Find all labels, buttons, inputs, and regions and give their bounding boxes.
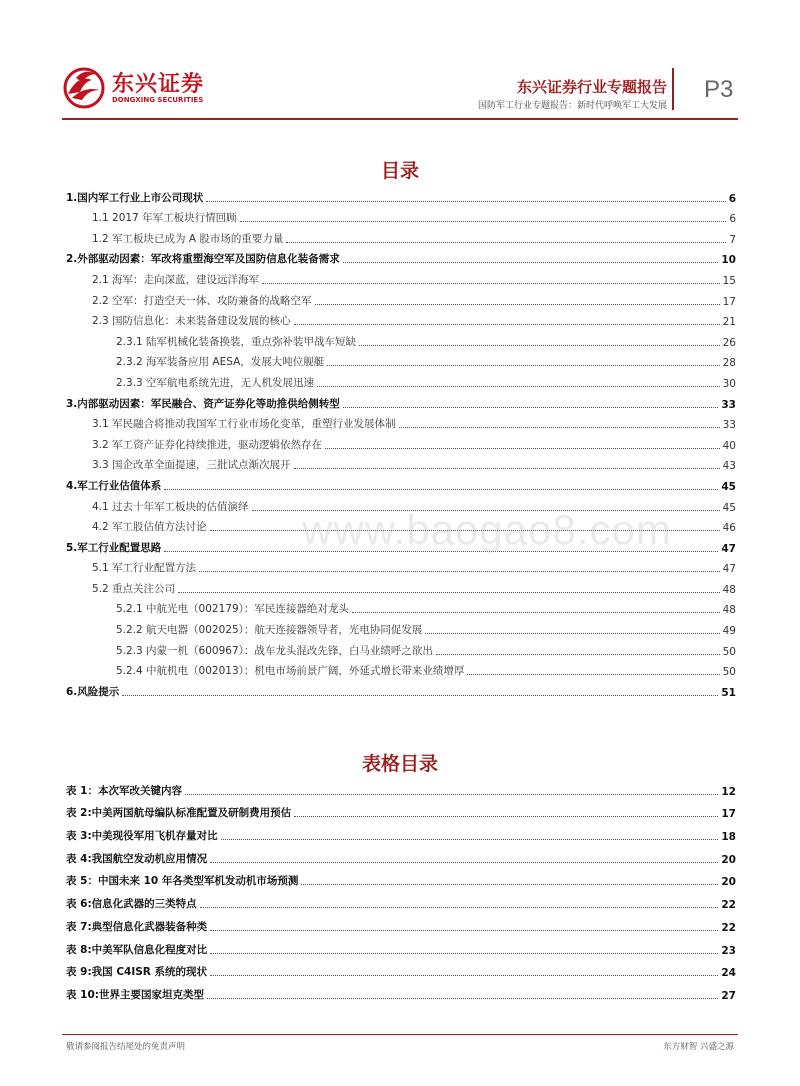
toc-entry-page: 43 xyxy=(722,460,736,473)
toc-entry[interactable] xyxy=(66,454,736,475)
toc-leader-dots xyxy=(294,467,720,469)
toc-entry[interactable] xyxy=(66,577,736,598)
toc-entry-page: 20 xyxy=(721,876,736,889)
toc-entry-page: 17 xyxy=(722,295,736,308)
toc-entry[interactable] xyxy=(66,868,736,891)
watermark: www.baogao8.com xyxy=(302,506,672,553)
toc-entry[interactable] xyxy=(66,413,736,434)
toc-entry-label: 5.军工行业配置思路 xyxy=(66,541,162,554)
toc-entry-label: 表 9:我国 C4ISR 系统的现状 xyxy=(66,966,208,979)
toc-leader-dots xyxy=(352,611,720,613)
toc-leader-dots xyxy=(425,632,719,634)
toc-entry-page: 40 xyxy=(722,439,736,452)
toc-leader-dots xyxy=(436,653,720,655)
toc-entry-label: 表 7:典型信息化武器装备种类 xyxy=(66,920,208,933)
toc-entry-page: 22 xyxy=(721,921,736,934)
company-logo xyxy=(62,64,212,110)
toc-leader-dots xyxy=(210,952,718,954)
report-subtitle: 国防军工行业专题报告：新时代呼唤军工大发展 xyxy=(477,101,667,111)
footer-disclaimer: 敬请参阅报告结尾处的免责声明 xyxy=(66,1042,186,1052)
toc-entry-page: 24 xyxy=(721,967,736,980)
toc-leader-dots xyxy=(343,261,719,263)
toc-entry-label: 5.2.2 航天电器（002025）：航天连接器领导者，光电协同促发展 xyxy=(116,624,423,637)
toc-entry-label: 表 8:中美军队信息化程度对比 xyxy=(66,943,208,956)
footer-slogan: 东方财智 兴盛之源 xyxy=(663,1042,734,1052)
toc-entry-label: 3.3 国企改革全面提速，三批试点渐次展开 xyxy=(92,459,291,472)
toc-entry-label: 5.2.1 中航光电（002179）：军民连接器绝对龙头 xyxy=(116,603,349,616)
toc-leader-dots xyxy=(210,974,718,976)
toc-entry[interactable] xyxy=(66,618,736,639)
toc-entry[interactable] xyxy=(66,310,736,331)
toc-entry[interactable] xyxy=(66,289,736,310)
toc-entry[interactable] xyxy=(66,186,736,207)
toc-entry-page: 45 xyxy=(721,480,736,493)
toc-entry-label: 2.1 海军：走向深蓝，建设远洋海军 xyxy=(92,273,260,286)
toc-entry-label: 4.2 军工股估值方法讨论 xyxy=(92,521,207,534)
toc-entry[interactable] xyxy=(66,433,736,454)
toc-entry-page: 33 xyxy=(721,398,736,411)
toc-entry-label: 2.外部驱动因素：军改将重塑海空军及国防信息化装备需求 xyxy=(66,253,340,266)
toc-entry-page: 18 xyxy=(721,831,736,844)
toc-entry[interactable] xyxy=(66,890,736,913)
toc-entry-page: 50 xyxy=(722,666,736,679)
toc-leader-dots xyxy=(185,793,718,795)
toc-entry-label: 2.3.2 海军装备应用 AESA，发展大吨位舰艇 xyxy=(116,356,325,369)
toc-entry-page: 28 xyxy=(722,357,736,370)
toc-entry-page: 45 xyxy=(722,501,736,514)
toc-entry-page: 12 xyxy=(721,785,736,798)
toc-entry-page: 22 xyxy=(721,899,736,912)
toc-entry[interactable] xyxy=(66,959,736,982)
toc-entry-page: 50 xyxy=(722,645,736,658)
toc-leader-dots xyxy=(240,220,727,222)
toc-entry[interactable] xyxy=(66,639,736,660)
toc-leader-dots xyxy=(210,861,718,863)
toc-entry-label: 5.1 军工行业配置方法 xyxy=(92,562,197,575)
toc-entry-page: 15 xyxy=(722,274,736,287)
toc-entry[interactable] xyxy=(66,474,736,495)
toc-entry-label: 3.1 军民融合将推动我国军工行业市场化变革，重塑行业发展体制 xyxy=(92,418,396,431)
toc-entry-label: 表 6:信息化武器的三类特点 xyxy=(66,898,197,911)
toc-leader-dots xyxy=(210,929,718,931)
toc-entry[interactable] xyxy=(66,936,736,959)
toc-entry-page: 21 xyxy=(722,316,736,329)
footer-rule xyxy=(62,1034,738,1035)
toc-entry[interactable] xyxy=(66,248,736,269)
toc-entry-label: 表 2:中美两国航母编队标准配置及研制费用预估 xyxy=(66,807,292,820)
toc-entry-label: 6.风险提示 xyxy=(66,685,120,698)
toc-entry-page: 46 xyxy=(722,522,736,535)
toc-entry-label: 3.内部驱动因素：军民融合、资产证券化等助推供给侧转型 xyxy=(66,397,340,410)
page-number: P3 xyxy=(704,76,734,103)
report-title: 东兴证券行业专题报告 xyxy=(516,78,667,96)
toc-entry-page: 48 xyxy=(722,604,736,617)
toc-leader-dots xyxy=(221,838,719,840)
toc-entry[interactable] xyxy=(66,330,736,351)
toc-entry[interactable] xyxy=(66,371,736,392)
toc-leader-dots xyxy=(359,344,720,346)
toc-entry[interactable] xyxy=(66,598,736,619)
toc-leader-dots xyxy=(343,406,719,408)
toc-entry-page: 23 xyxy=(721,944,736,957)
toc-entry[interactable] xyxy=(66,845,736,868)
toc-leader-dots xyxy=(200,906,719,908)
toc-entry[interactable] xyxy=(66,207,736,228)
toc-entry-label: 1.国内军工行业上市公司现状 xyxy=(66,191,204,204)
toc-entry[interactable] xyxy=(66,822,736,845)
toc-entry-label: 3.2 军工资产证券化持续推进，驱动逻辑依然存在 xyxy=(92,438,323,451)
toc-entry-page: 6 xyxy=(728,192,736,205)
toc-entry-label: 表 3:中美现役军用飞机存量对比 xyxy=(66,830,218,843)
toc-leader-dots xyxy=(262,282,720,284)
toc-entry[interactable] xyxy=(66,981,736,1004)
toc-entry-page: 33 xyxy=(722,419,736,432)
toc-entry-label: 5.2.4 中航机电（002013）：机电市场前景广阔，外延式增长带来业绩增厚 xyxy=(116,665,465,678)
toc-entry-label: 1.2 军工板块已成为 A 股市场的重要力量 xyxy=(92,232,284,245)
header-rule xyxy=(62,118,738,120)
toc-entry-page: 51 xyxy=(721,686,736,699)
toc-entry-label: 2.3.3 空军航电系统先进，无人机发展迅速 xyxy=(116,376,315,389)
toc-entry-label: 1.1 2017 年军工板块行情回顾 xyxy=(92,212,237,225)
toc-entry[interactable] xyxy=(66,777,736,800)
toc-entry[interactable] xyxy=(66,557,736,578)
toc-leader-dots xyxy=(467,673,719,675)
toc-entry-label: 表 1：本次军改关键内容 xyxy=(66,784,182,797)
toc-leader-dots xyxy=(294,323,720,325)
toc-list xyxy=(66,186,736,701)
toc-entry-page: 47 xyxy=(721,542,736,555)
toc-entry-page: 49 xyxy=(722,625,736,638)
toc-entry-label: 2.3 国防信息化：未来装备建设发展的核心 xyxy=(92,315,291,328)
toc-leader-dots xyxy=(294,815,718,817)
toc-entry-label: 5.2.3 内蒙一机（600967）：战车龙头混改先锋，白马业绩呼之欲出 xyxy=(116,644,433,657)
toc-leader-dots xyxy=(317,385,720,387)
toc-leader-dots xyxy=(327,364,719,366)
toc-entry-label: 4.1 过去十年军工板块的估值演绎 xyxy=(92,500,249,513)
toc-leader-dots xyxy=(206,200,725,202)
toc-entry-page: 6 xyxy=(729,213,736,226)
toc-leader-dots xyxy=(325,447,720,449)
toc-entry-page: 30 xyxy=(722,377,736,390)
toc-entry-page: 47 xyxy=(722,563,736,576)
toc-entry-page: 7 xyxy=(729,233,736,246)
toc-entry-page: 26 xyxy=(722,336,736,349)
toc-entry-label: 2.2 空军：打造空天一体、攻防兼备的战略空军 xyxy=(92,294,312,307)
toc-entry[interactable] xyxy=(66,351,736,372)
toc-entry[interactable] xyxy=(66,680,736,701)
toc-leader-dots xyxy=(399,426,720,428)
toc-leader-dots xyxy=(286,241,726,243)
toc-entry-label: 2.3.1 陆军机械化装备换装，重点弥补装甲战车短缺 xyxy=(116,335,357,348)
toc-entry[interactable] xyxy=(66,227,736,248)
toc-entry-label: 5.2 重点关注公司 xyxy=(92,582,176,595)
toc-entry-label: 表 4:我国航空发动机应用情况 xyxy=(66,852,208,865)
toc-leader-dots xyxy=(315,303,720,305)
table-toc-list xyxy=(66,777,736,1004)
header-divider xyxy=(672,68,674,110)
toc-entry-label: 表 10:世界主要国家坦克类型 xyxy=(66,988,204,1001)
toc-entry[interactable] xyxy=(66,268,736,289)
logo-text-en: DONGXING SECURITIES xyxy=(112,96,204,104)
page-header xyxy=(0,0,800,125)
toc-entry[interactable] xyxy=(66,392,736,413)
logo-text-cn: 东兴证券 xyxy=(112,72,205,97)
toc-entry[interactable] xyxy=(66,660,736,681)
toc-entry-page: 27 xyxy=(721,989,736,1002)
toc-leader-dots xyxy=(207,997,718,999)
toc-entry-page: 48 xyxy=(722,583,736,596)
logo-emblem-icon xyxy=(62,64,108,110)
toc-entry[interactable] xyxy=(66,800,736,823)
toc-entry-page: 10 xyxy=(721,254,736,267)
toc-entry-label: 4.军工行业估值体系 xyxy=(66,479,162,492)
table-toc-title: 表格目录 xyxy=(361,753,438,775)
toc-entry-page: 17 xyxy=(721,808,736,821)
toc-title: 目录 xyxy=(380,160,419,182)
toc-leader-dots xyxy=(301,883,718,885)
toc-leader-dots xyxy=(122,694,718,696)
toc-entry[interactable] xyxy=(66,913,736,936)
toc-entry-label: 表 5：中国未来 10 年各类型军机发动机市场预测 xyxy=(66,875,299,888)
toc-entry-page: 20 xyxy=(721,853,736,866)
toc-leader-dots xyxy=(199,570,720,572)
toc-leader-dots xyxy=(178,591,720,593)
toc-leader-dots xyxy=(164,488,718,490)
